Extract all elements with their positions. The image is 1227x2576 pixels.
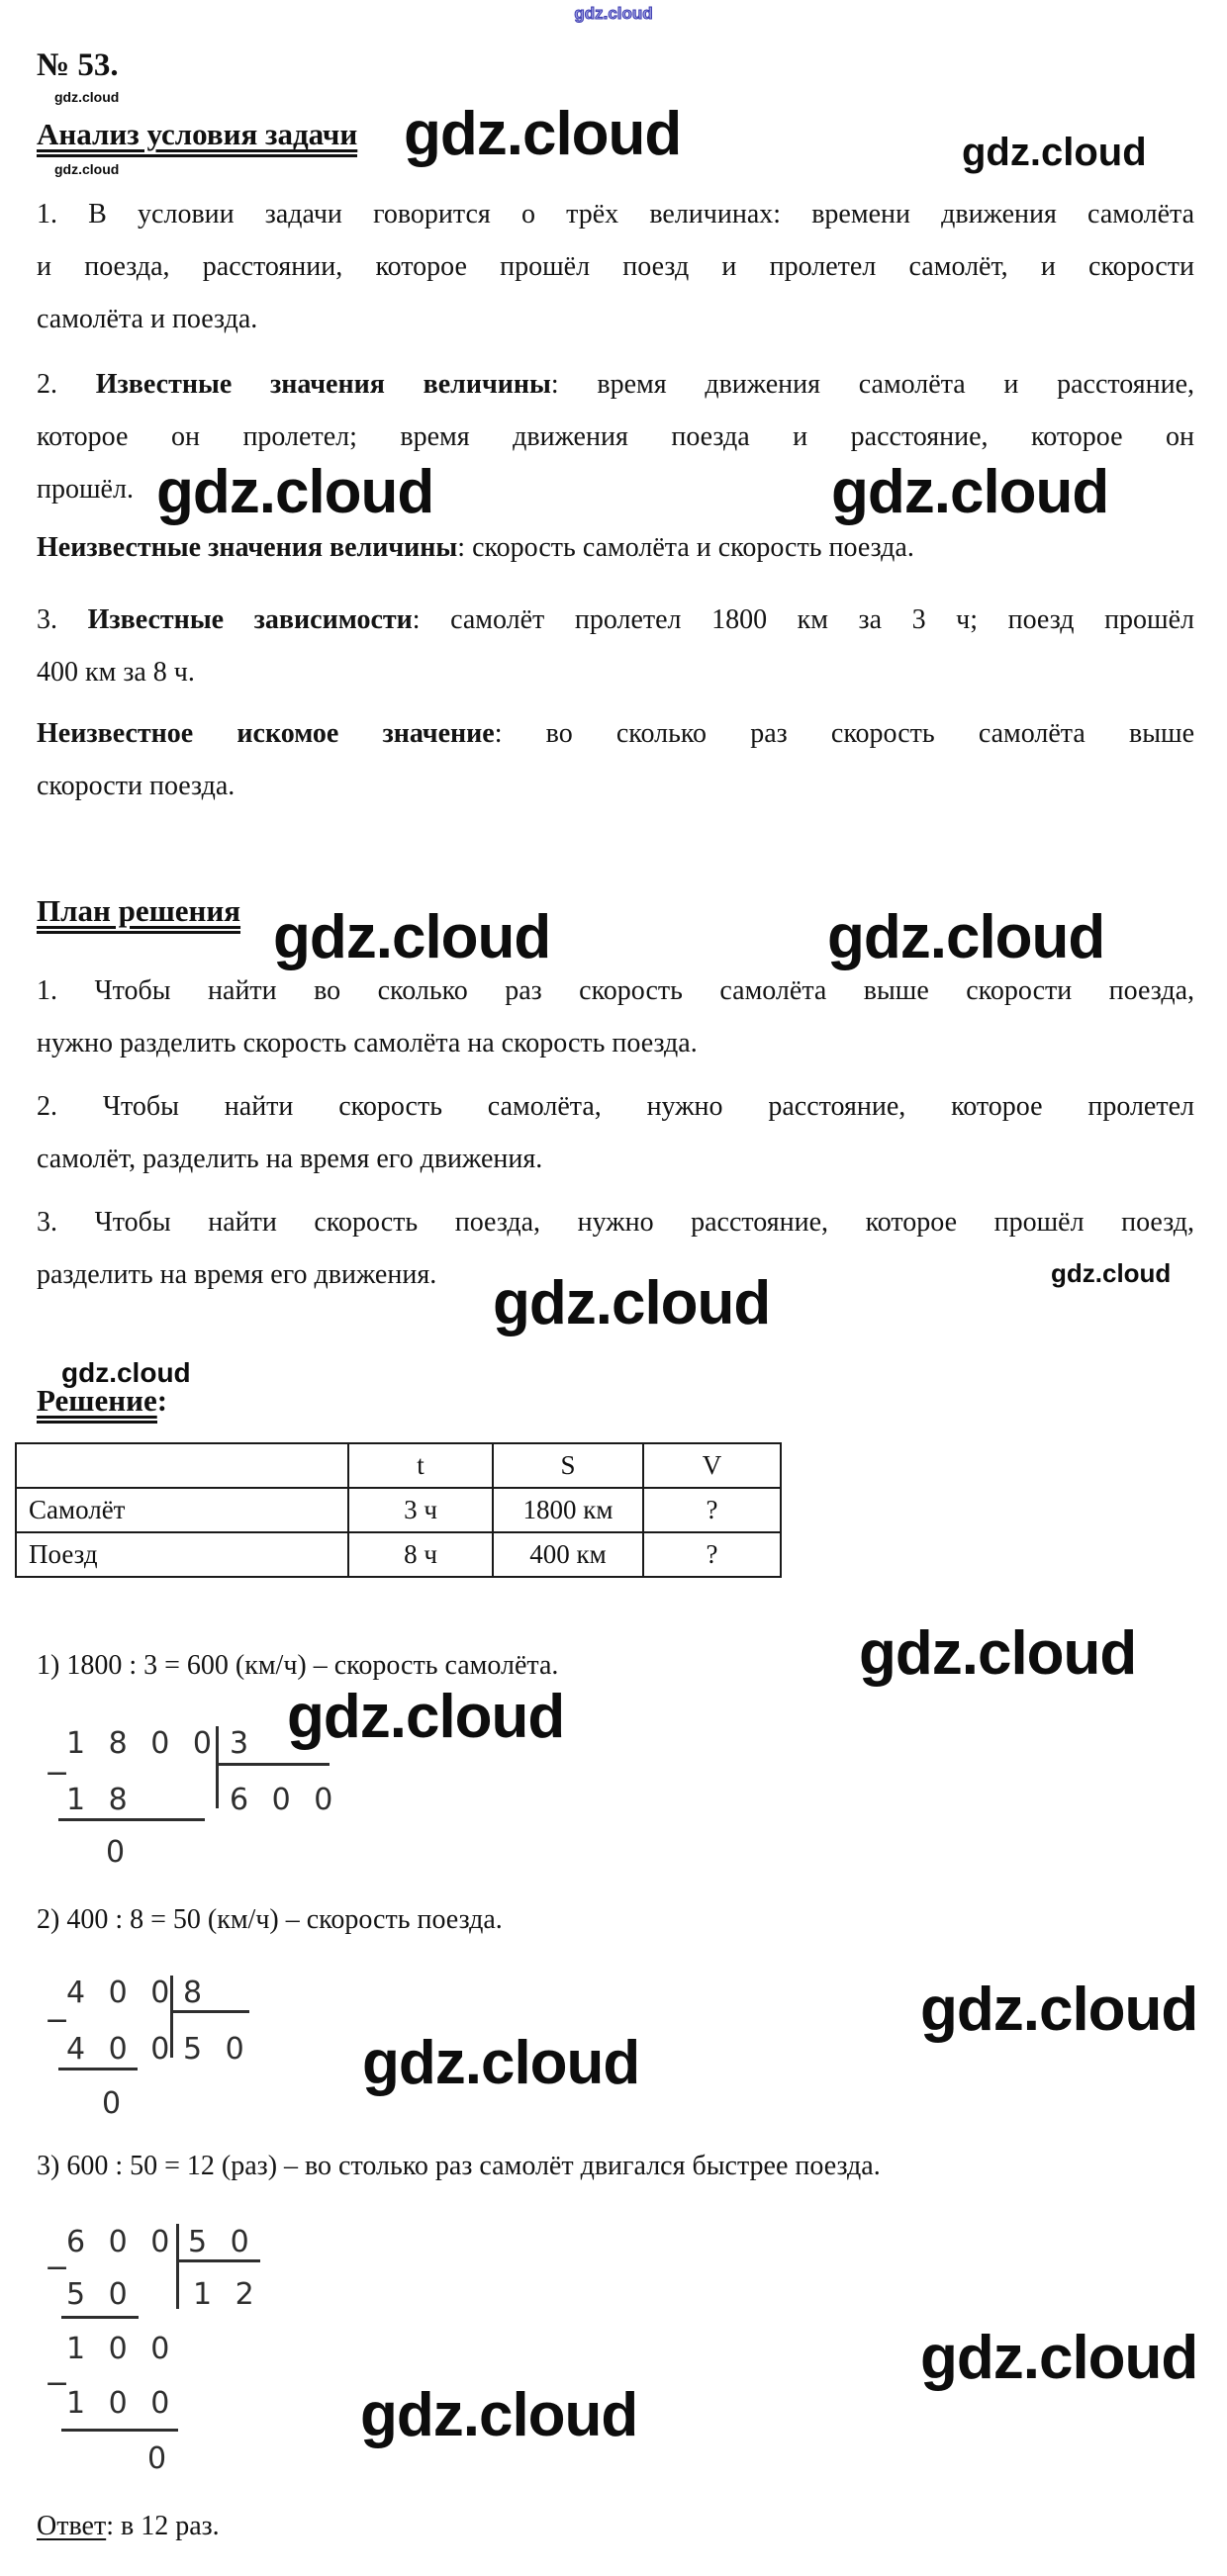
watermark-large: gdz.cloud [362, 2029, 640, 2097]
solution-step-3: 3) 600 : 50 = 12 (раз) – во столько раз самолёт двигался быстрее поезда. [37, 2151, 881, 2181]
watermark-small: gdz.cloud [61, 1357, 191, 1388]
watermark-large: gdz.cloud [827, 903, 1105, 971]
watermark-medium: gdz.cloud [962, 131, 1147, 174]
answer-value: : в 12 раз. [106, 2511, 220, 2541]
watermark-large: gdz.cloud [404, 100, 682, 168]
answer-label: Ответ [37, 2511, 107, 2541]
dividend: 4 0 0 [66, 1976, 170, 2010]
table-cell: Поезд [16, 1532, 348, 1577]
watermark-large: gdz.cloud [360, 2381, 638, 2449]
subtraction-line [61, 2429, 178, 2432]
minus-sign: − [45, 2366, 70, 2401]
text-line: прошёл. [37, 474, 134, 505]
text-line: самолёта и поезда. [37, 304, 258, 334]
dividend: 6 0 0 [66, 2225, 170, 2259]
dividend: 1 8 0 0 [66, 1726, 212, 1761]
divisor: 3 [230, 1726, 249, 1761]
text-line: которое он пролетел; время движения поезда и расстояние, которое он [37, 421, 1194, 452]
watermark-small: gdz.cloud [1051, 1258, 1172, 1288]
solution-title-text: Решение [37, 1383, 157, 1424]
watermark-small: gdz.cloud [54, 161, 120, 177]
text-line: 1. Чтобы найти во сколько раз скорость самолёта выше скорости поезда, [37, 975, 1194, 1006]
watermark-large: gdz.cloud [831, 458, 1109, 526]
watermark-top: gdz.cloud [574, 4, 653, 23]
watermark-large: gdz.cloud [859, 1619, 1137, 1688]
table-cell: Самолёт [16, 1488, 348, 1532]
text-line: самолёт, разделить на время его движения. [37, 1144, 543, 1174]
plan-paragraph-3 [37, 1196, 1194, 1301]
quotient: 5 0 [183, 2032, 244, 2067]
table-cell: 8 ч [348, 1532, 493, 1577]
problem-number: № 53. [37, 47, 119, 83]
remainder: 0 [147, 2441, 167, 2476]
plan-title-text: План решения [37, 893, 240, 934]
subtracted-value: 1 0 0 [66, 2386, 170, 2421]
watermark-large: gdz.cloud [273, 903, 551, 971]
watermark-large: gdz.cloud [920, 1976, 1198, 2044]
text-line: и поезда, расстоянии, которое прошёл поезд и пролетел самолёт, и скорости [37, 251, 1194, 282]
text-line: 400 км за 8 ч. [37, 657, 195, 688]
answer-line [37, 2511, 220, 2542]
analysis-title-text: Анализ условия задачи [37, 117, 357, 157]
table-cell: 3 ч [348, 1488, 493, 1532]
quotient-line [176, 2259, 260, 2262]
analysis-paragraph-3 [37, 521, 1194, 574]
text-line [37, 521, 1194, 574]
plan-paragraph-1 [37, 965, 1194, 1069]
table-cell: V [643, 1443, 781, 1488]
section-title-analysis [37, 117, 357, 152]
bold-term: Известные значения величины [95, 369, 551, 400]
colon: : [156, 1383, 168, 1418]
remainder: 0 [102, 2086, 122, 2121]
table-cell: t [348, 1443, 493, 1488]
section-title-solution [37, 1383, 167, 1419]
bold-term: Известные зависимости [87, 604, 413, 635]
subtracted-value: 5 0 [66, 2277, 128, 2312]
analysis-paragraph-2 [37, 358, 1194, 515]
subtraction-line [61, 2316, 139, 2319]
values-table [15, 1442, 782, 1578]
text-run: : скорость самолёта и скорость поезда. [457, 532, 914, 563]
table-header-row [16, 1443, 781, 1488]
table-row [16, 1488, 781, 1532]
text-run: : время движения самолёта и расстояние, [550, 369, 1194, 400]
subtraction-line [58, 2068, 138, 2070]
table-cell: 1800 км [493, 1488, 643, 1532]
text-line: нужно разделить скорость самолёта на скорость поезда. [37, 1028, 698, 1058]
partial-remainder: 1 0 0 [66, 2332, 170, 2366]
table-row [16, 1532, 781, 1577]
text-line: 3. Чтобы найти скорость поезда, нужно расстояние, которое прошёл поезд, [37, 1207, 1194, 1238]
minus-sign: − [45, 2003, 70, 2038]
analysis-paragraph-4 [37, 594, 1194, 698]
table-cell: ? [643, 1488, 781, 1532]
quotient-line [216, 1763, 330, 1766]
division-vertical-line [216, 1726, 219, 1808]
text-line: 2. Чтобы найти скорость самолёта, нужно расстояние, которое пролетел [37, 1091, 1194, 1122]
table-cell [16, 1443, 348, 1488]
text-line: разделить на время его движения. [37, 1259, 437, 1290]
quotient-line [170, 2010, 249, 2013]
long-division-1800-by-3 [37, 1721, 373, 1880]
divisor: 5 0 [188, 2225, 249, 2259]
list-marker: 3. [37, 604, 88, 635]
text-line [37, 358, 1194, 411]
list-marker: 2. [37, 369, 96, 400]
analysis-paragraph-1 [37, 188, 1194, 345]
table-cell: ? [643, 1532, 781, 1577]
text-line [37, 594, 1194, 646]
table-cell: 400 км [493, 1532, 643, 1577]
subtracted-value: 1 8 [66, 1783, 128, 1817]
table-cell: S [493, 1443, 643, 1488]
watermark-large: gdz.cloud [156, 458, 434, 526]
long-division-600-by-50 [37, 2223, 294, 2490]
division-vertical-line [170, 1976, 173, 2058]
minus-sign: − [45, 1756, 70, 1791]
section-title-plan [37, 893, 240, 929]
divisor: 8 [183, 1976, 203, 2010]
minus-sign: − [45, 2251, 70, 2285]
watermark-large: gdz.cloud [493, 1269, 771, 1337]
subtraction-line [58, 1818, 205, 1821]
analysis-paragraph-5 [37, 707, 1194, 812]
division-vertical-line [176, 2224, 179, 2309]
watermark-small: gdz.cloud [54, 89, 120, 105]
watermark-large: gdz.cloud [920, 2324, 1198, 2392]
quotient: 1 2 [193, 2277, 254, 2312]
text-run: : самолёт пролетел 1800 км за 3 ч; поезд прошёл [412, 604, 1195, 635]
text-run: : во сколько раз скорость самолёта выше [494, 718, 1194, 749]
subtracted-value: 4 0 0 [66, 2032, 170, 2067]
text-line: 1. В условии задачи говорится о трёх величинах: времени движения самолёта [37, 199, 1194, 230]
long-division-400-by-8 [37, 1974, 294, 2132]
text-line [37, 707, 1194, 760]
solution-step-2: 2) 400 : 8 = 50 (км/ч) – скорость поезда. [37, 1904, 503, 1935]
bold-term: Неизвестное искомое значение [37, 718, 495, 749]
solution-step-1: 1) 1800 : 3 = 600 (км/ч) – скорость самолёта. [37, 1650, 559, 1681]
bold-term: Неизвестные значения величины [37, 532, 458, 563]
text-line: скорости поезда. [37, 771, 236, 801]
watermark-large: gdz.cloud [287, 1683, 565, 1751]
remainder: 0 [106, 1835, 126, 1870]
plan-paragraph-2 [37, 1080, 1194, 1185]
quotient: 6 0 0 [230, 1783, 333, 1817]
